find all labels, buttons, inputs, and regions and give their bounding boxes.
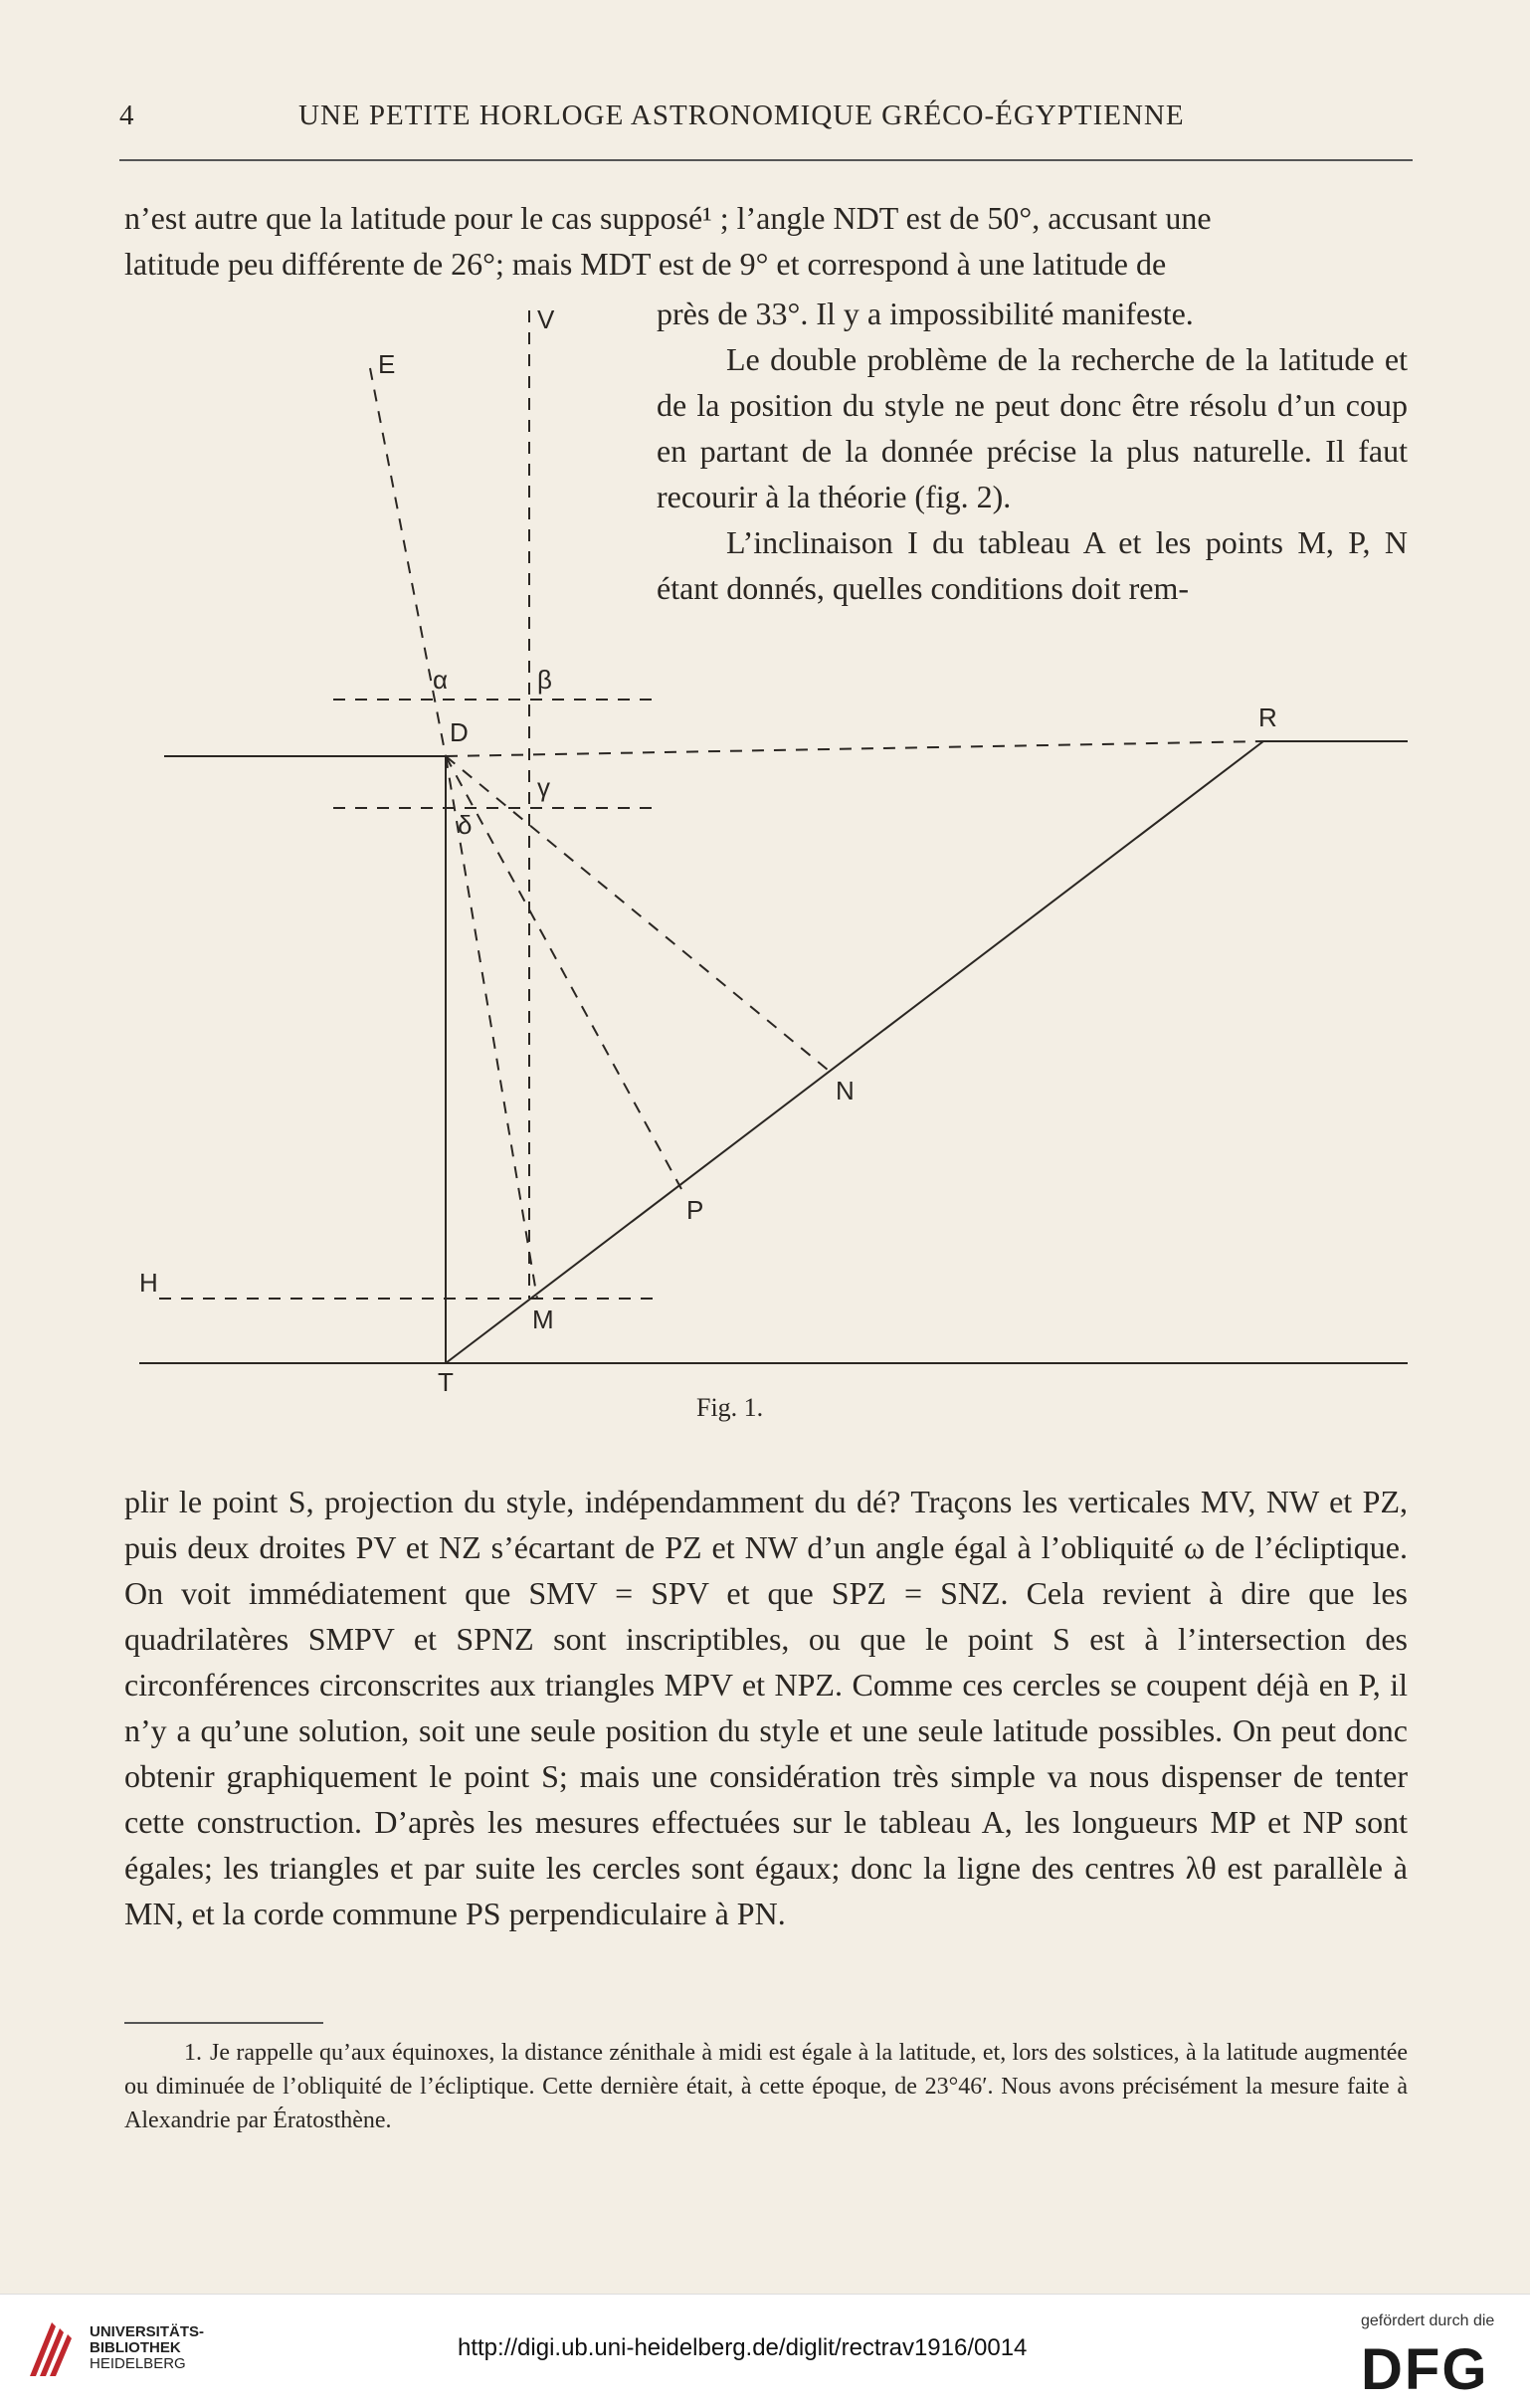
library-name [90,2324,204,2372]
paragraph-body [124,1479,1408,1936]
viewer-footer [0,2294,1530,2408]
label-N: N [836,1076,855,1105]
dfg-logo: DFG [1361,2337,1489,2402]
library-line: UNIVERSITÄTS- [90,2323,205,2340]
label-D: D [450,717,469,747]
line-D-R [446,741,1263,756]
paragraph: L’inclinaison I du tableau A et les points M, P, N étant donnés, quelles conditions doit rem- [657,524,1408,606]
figure-caption: Fig. 1. [696,1393,764,1422]
ray-DN [446,756,834,1075]
text-line: n’est autre que la latitude pour le cas supposé¹ ; l’angle NDT est de 50°, accusant une [124,200,1212,236]
footnote-rule [124,2022,323,2024]
library-line: BIBLIOTHEK [90,2339,181,2356]
label-alpha: α [433,665,449,695]
label-R: R [1258,702,1277,732]
library-logo-icon [22,2314,84,2384]
paragraph: plir le point S, projection du style, indépendamment du dé? Traçons les verticales MV, NW et PZ, puis deux droites PV et NZ s’écartant de PZ et NW d’un angle égal à l’obliquité ω de l’écliptique. On voit immédiatement que SMV = SPV et que SPZ = SNZ. Cela revient à dire que les quadrilatères SMPV et SPNZ sont inscriptibles, ou que le point S est à l’intersection des circonférences circonscrites aux triangles MPV et NPZ. Comme ces cercles se coupent déjà en P, il n’y a qu’une solution, soit une seule position du style et une seule latitude possibles. On peut donc obtenir graphiquement le point S; mais une considération très simple va nous dispenser de tenter cette construction. D’après les mesures effectuées sur le tableau A, les longueurs MP et NP sont égales; les triangles et par suite les cercles sont égaux; donc la ligne des centres λθ est parallèle à MN, et la corde commune PS perpendiculaire à PN. [124,1484,1408,1931]
label-T: T [438,1367,454,1397]
text-line: près de 33°. Il y a impossibilité manifeste. [657,296,1194,331]
label-V: V [537,304,555,334]
permalink-url[interactable]: http://digi.ub.uni-heidelberg.de/diglit/rectrav1916/0014 [458,2334,1028,2361]
line-TR [446,741,1263,1363]
footnote [124,2036,1408,2137]
library-line: HEIDELBERG [90,2355,186,2372]
text-line: latitude peu différente de 26°; mais MDT est de 9° et correspond à une latitude de [124,246,1167,282]
line-E [370,368,449,756]
paragraph: Le double problème de la recherche de la latitude et de la position du style ne peut donc être résolu d’un coup en partant de la donnée précise la plus naturelle. Il faut recourir à la théorie (fig. 2). [657,341,1408,514]
footnote-number: 1. [184,2040,202,2066]
ray-DP [446,756,681,1189]
sponsor-label: gefördert durch die [1361,2312,1495,2329]
page-number: 4 [119,100,135,131]
label-M: M [532,1304,554,1334]
label-beta: β [537,665,552,695]
label-P: P [686,1195,704,1225]
label-E: E [378,349,396,379]
running-title: UNE PETITE HORLOGE ASTRONOMIQUE GRÉCO-ÉGYPTIENNE [298,100,1185,131]
label-gamma: γ [537,772,550,802]
label-H: H [139,1268,158,1298]
label-delta: δ [458,810,473,840]
footnote-text: Je rappelle qu’aux équinoxes, la distance zénithale à midi est égale à la latitude, et, lors des solstices, à la latitude augmentée ou diminuée de l’obliquité de l’écliptique. Cette dernière était, à cette époque, de 23°46′. Nous avons précisément la mesure faite à Alexandrie par Ératosthène. [124,2040,1408,2133]
